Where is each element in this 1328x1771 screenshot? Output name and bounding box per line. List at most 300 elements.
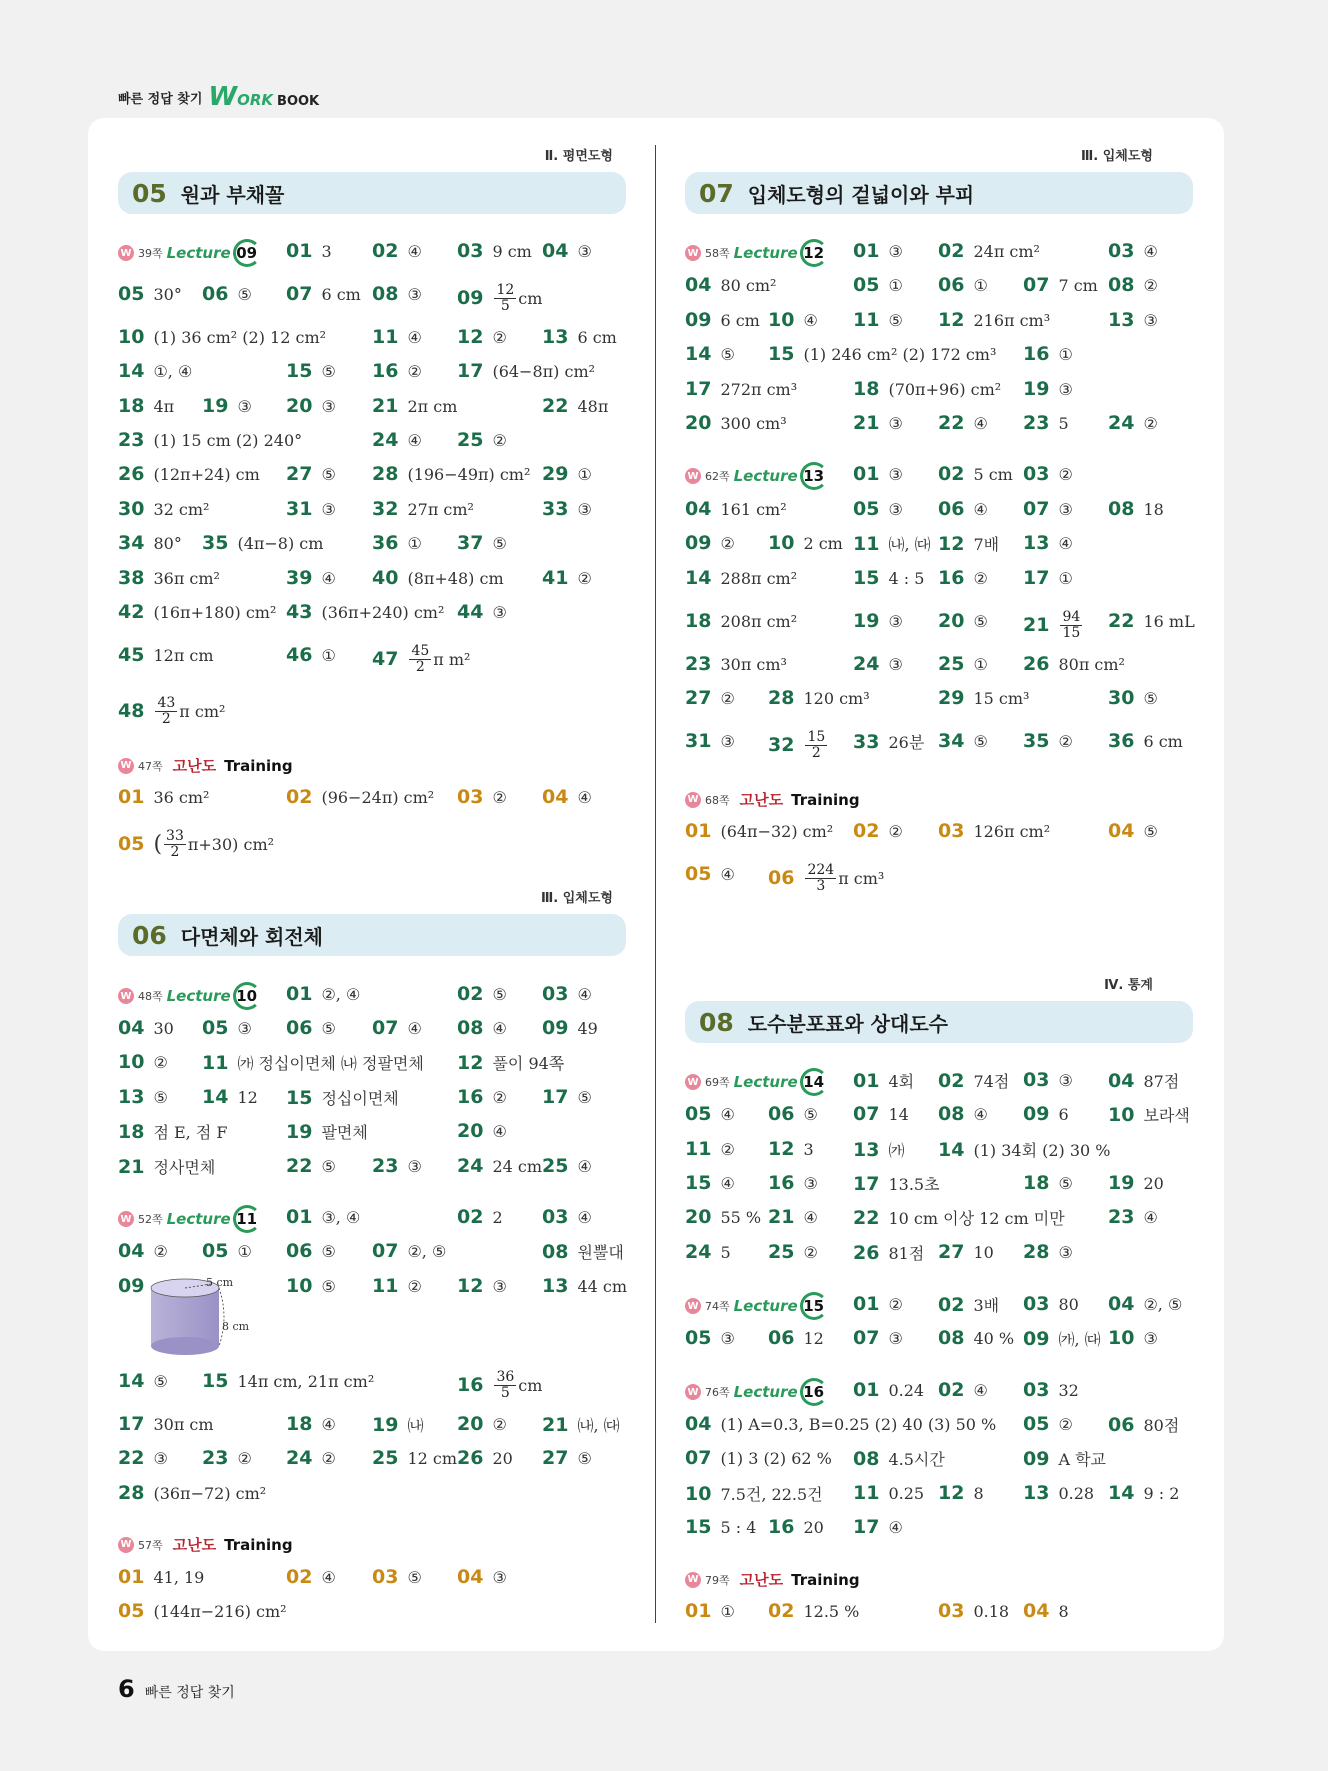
answer-value: 36 cm² [153, 787, 210, 807]
answer-number: 02 [457, 983, 484, 1005]
answer-number: 21 [768, 1206, 795, 1228]
answer-value: (36π−72) cm² [153, 1483, 267, 1503]
answer-number: 03 [542, 983, 569, 1005]
answer-number: 10 [118, 1051, 145, 1073]
answer-value: 5 [1058, 413, 1069, 433]
answer-number: 10 [768, 532, 795, 554]
answer-number: 05 [118, 1600, 145, 1622]
answer-number: 20 [457, 1120, 484, 1142]
lecture-label: Lecture [733, 244, 798, 262]
section-crumb: Ⅱ. 평면도형 [544, 149, 613, 164]
answer-value: ④ [407, 327, 422, 347]
answer-value: 10 cm 이상 12 cm 미만 [888, 1209, 1065, 1228]
answer-value: 161 cm² [720, 499, 787, 519]
answer-number: 31 [685, 730, 712, 752]
answer-value: ③ [888, 654, 903, 674]
lecture-label: Lecture [733, 1073, 798, 1091]
answer-value: (64−8π) cm² [492, 361, 596, 381]
chapter-number: 08 [699, 1007, 734, 1037]
answer-number: 12 [768, 1138, 795, 1160]
answer-value: ② [803, 1242, 818, 1262]
answer-value: ③ [888, 464, 903, 484]
answer-value: ④ [973, 499, 988, 519]
answer-value: ⑤ [321, 1276, 336, 1296]
answer-value: ② [492, 1414, 507, 1434]
answer-number: 30 [1108, 687, 1135, 709]
answer-value: (1) A=0.3, B=0.25 (2) 40 (3) 50 % [720, 1414, 997, 1434]
answer-number: 42 [118, 601, 145, 623]
answer-value: 18 [1143, 499, 1164, 519]
answer-number: 38 [118, 567, 145, 589]
answer-value: ④ [1058, 533, 1073, 553]
answer-value: ⑤ [407, 1567, 422, 1587]
answer-number: 09 [1023, 1447, 1050, 1470]
answer-value: 24 cm [492, 1156, 543, 1176]
answer-number: 17 [118, 1413, 145, 1435]
answer-value: ㈎ 정십이면체 ㈏ 정팔면체 [237, 1054, 424, 1073]
answer-value: ②, ⑤ [407, 1241, 447, 1261]
answer-number: 41 [542, 567, 569, 589]
lecture-label: Lecture [166, 244, 231, 262]
answer-value: ③ [888, 499, 903, 519]
answer-number: 09 [542, 1017, 569, 1039]
answer-number: 15 [685, 1516, 712, 1538]
answer-value: 55 % [720, 1207, 762, 1227]
answer-value: 80 [1058, 1294, 1079, 1314]
answer-value: ⑤ [803, 1104, 818, 1124]
answer-number: 13 [542, 1275, 569, 1297]
fraction-denominator: 2 [161, 710, 171, 727]
answer-value: ⑤ [577, 1448, 592, 1468]
answer-value: ④ [577, 984, 592, 1004]
answer-number: 14 [202, 1086, 229, 1108]
answer-number: 15 [853, 567, 880, 589]
training-label: Training [791, 1570, 860, 1589]
fraction-denominator: 5 [500, 297, 510, 314]
difficulty-label: 고난도 [172, 757, 217, 775]
answer-value: 13.5초 [888, 1175, 940, 1194]
fraction-numerator: 33 [166, 828, 184, 844]
answer-value: 7 cm [1058, 275, 1098, 295]
answer-number: 14 [685, 567, 712, 589]
difficulty-label: 고난도 [739, 791, 784, 809]
answer-value: 0.28 [1058, 1483, 1095, 1503]
answer-value: ② [1058, 464, 1073, 484]
answer-number: 13 [1108, 309, 1135, 331]
workbook-w-icon: W [685, 468, 701, 484]
answer-value: ② [720, 1139, 735, 1159]
training-label: Training [224, 1535, 293, 1554]
section-crumb: Ⅲ. 입체도형 [1081, 149, 1153, 164]
answer-value: (1) 246 cm² (2) 172 cm³ [803, 344, 997, 364]
tag-page: 76쪽 [705, 1386, 730, 1399]
logo-book: BOOK [277, 94, 320, 109]
answer-value: ④ [577, 787, 592, 807]
answer-number: 36 [372, 532, 399, 554]
fraction-numerator: 94 [1062, 609, 1081, 625]
answer-number: 04 [685, 498, 712, 520]
answer-value: (12π+24) cm [153, 464, 260, 484]
answer-number: 19 [286, 1120, 313, 1143]
answer-value: π cm² [179, 701, 226, 721]
lecture-number-icon: 09 [233, 239, 261, 267]
answer-value: ② [153, 1052, 168, 1072]
answer-value: ② [973, 568, 988, 588]
answer-number: 09 [685, 532, 712, 554]
answer-value: ① [720, 1601, 735, 1621]
answer-number: 20 [685, 412, 712, 434]
answer-number: 18 [118, 1120, 145, 1143]
answer-value: ② [492, 327, 507, 347]
answer-number: 10 [286, 1275, 313, 1297]
tag-page: 74쪽 [705, 1300, 730, 1313]
answer-value: 5 : 4 [720, 1517, 757, 1537]
chapter-number: 06 [132, 920, 167, 950]
answer-value: (1) 15 cm (2) 240° [153, 430, 303, 450]
answer-number: 25 [542, 1155, 569, 1177]
answer-number: 01 [286, 983, 313, 1005]
answer-value: ③ [321, 396, 336, 416]
answer-number: 15 [685, 1172, 712, 1194]
answer-value: ⑤ [577, 1087, 592, 1107]
answer-number: 27 [938, 1241, 965, 1263]
answer-number: 26 [1023, 653, 1050, 675]
answer-number: 02 [286, 786, 313, 808]
cylinder-radius-label: 5 cm [206, 1276, 234, 1289]
chapter-title: 입체도형의 겉넓이와 부피 [747, 182, 975, 207]
answer-number: 04 [685, 1413, 712, 1435]
answer-number: 05 [118, 833, 145, 856]
answer-number: 28 [118, 1482, 145, 1504]
answer-value: ⑤ [237, 284, 252, 304]
answer-value: ④ [803, 1207, 818, 1227]
answer-number: 04 [118, 1240, 145, 1262]
answer-value: (96−24π) cm² [321, 787, 435, 807]
cylinder-bottom [151, 1337, 219, 1355]
answer-value: ④ [1143, 1207, 1158, 1227]
answer-number: 03 [938, 1600, 965, 1622]
answer-number: 24 [685, 1241, 712, 1263]
answer-value: ⑤ [492, 984, 507, 1004]
answer-value: (1) 3 (2) 62 % [720, 1448, 832, 1468]
answer-value: 74점 [973, 1072, 1010, 1091]
answer-value: ④ [720, 864, 735, 884]
answer-number: 25 [457, 429, 484, 451]
answer-value: ③ [720, 731, 735, 751]
answer-number: 05 [202, 1240, 229, 1262]
answer-value: π m² [433, 649, 471, 669]
answer-value: ㈎ [888, 1141, 905, 1160]
answer-value: 12π cm [153, 645, 214, 665]
answer-number: 01 [853, 1069, 880, 1092]
answer-number: 03 [372, 1566, 399, 1588]
answer-number: 08 [1108, 274, 1135, 296]
answer-number: 14 [938, 1138, 965, 1161]
answer-value: ① [973, 654, 988, 674]
answer-number: 28 [768, 687, 795, 709]
fraction-numerator: 224 [807, 862, 835, 878]
lecture-number-icon: 14 [800, 1068, 828, 1096]
answer-value: 20 [492, 1448, 513, 1468]
answer-number: 22 [938, 412, 965, 434]
answer-value: (196−49π) cm² [407, 464, 531, 484]
answer-number: 17 [853, 1516, 880, 1538]
lecture-label: Lecture [166, 987, 231, 1005]
answer-value: 12 [803, 1328, 824, 1348]
tag-page: 68쪽 [705, 793, 730, 807]
answer-value: ③ [720, 1328, 735, 1348]
answer-number: 04 [1023, 1600, 1050, 1622]
answer-number: 03 [938, 820, 965, 842]
answer-value: ③ [492, 602, 507, 622]
answer-number: 47 [372, 648, 399, 671]
answer-value: ⑤ [888, 310, 903, 330]
answer-value: ④ [720, 1104, 735, 1124]
answer-number: 08 [457, 1017, 484, 1039]
difficulty-label: 고난도 [739, 1571, 784, 1589]
answer-number: 05 [685, 1103, 712, 1125]
answer-number: 27 [685, 687, 712, 709]
answer-number: 03 [542, 1206, 569, 1228]
answer-value: 26분 [888, 733, 925, 752]
answer-value: ② [407, 1276, 422, 1296]
answer-value: ④ [888, 1517, 903, 1537]
answer-value: ② [492, 1087, 507, 1107]
answer-number: 30 [118, 498, 145, 520]
answer-number: 23 [202, 1447, 229, 1469]
answer-number: 08 [1108, 498, 1135, 520]
answer-number: 11 [372, 326, 399, 348]
answer-number: 04 [457, 1566, 484, 1588]
answer-number: 17 [1023, 567, 1050, 589]
answer-value: ② [237, 1448, 252, 1468]
answer-value: ④ [577, 1156, 592, 1176]
answer-number: 02 [938, 1069, 965, 1092]
answer-value: 80π cm² [1058, 654, 1125, 674]
answer-value: ③ [407, 284, 422, 304]
lecture-label: Lecture [733, 1383, 798, 1401]
answer-number: 01 [286, 1206, 313, 1228]
answer-value: 6 cm [720, 310, 760, 330]
answer-prefix: ( [153, 831, 163, 857]
answer-value: ④ [407, 430, 422, 450]
answer-value: ③ [577, 241, 592, 261]
answer-number: 20 [938, 610, 965, 632]
answer-value: 0.25 [888, 1483, 925, 1503]
fraction-numerator: 45 [411, 643, 430, 659]
answer-value: ② [153, 1241, 168, 1261]
lecture-number-icon: 16 [800, 1378, 828, 1406]
answer-number: 11 [372, 1275, 399, 1297]
answer-value: (4π−8) cm [237, 533, 324, 553]
answer-value: 30π cm³ [720, 654, 787, 674]
answer-number: 14 [118, 1370, 145, 1392]
answer-value: 81점 [888, 1244, 925, 1263]
answer-value: (70π+96) cm² [888, 379, 1002, 399]
answer-value: 7배 [973, 535, 1000, 554]
answer-value: 8 [1058, 1601, 1069, 1621]
answer-value: A 학교 [1058, 1450, 1107, 1469]
tag-page: 62쪽 [705, 470, 730, 483]
answer-number: 23 [1023, 412, 1050, 434]
answer-number: 14 [685, 343, 712, 365]
answer-number: 22 [1108, 610, 1135, 632]
answer-value: 점 E, 점 F [153, 1123, 228, 1142]
answer-number: 19 [853, 610, 880, 632]
answer-value: ② [888, 821, 903, 841]
answer-value: (16π+180) cm² [153, 602, 277, 622]
answer-number: 06 [1108, 1413, 1135, 1436]
answer-number: 27 [542, 1447, 569, 1469]
answer-value: 36π cm² [153, 568, 220, 588]
answer-value: 80° [153, 533, 182, 553]
answer-value: 4.5시간 [888, 1450, 945, 1469]
workbook-w-icon: W [685, 1384, 701, 1400]
answer-number: 07 [1023, 274, 1050, 296]
answer-value: 126π cm² [973, 821, 1051, 841]
answer-number: 02 [853, 820, 880, 842]
answer-number: 23 [118, 429, 145, 451]
answer-number: 33 [542, 498, 569, 520]
answer-number: 11 [685, 1138, 712, 1160]
answer-value: 80 cm² [720, 275, 777, 295]
answer-value: 정십이면체 [321, 1089, 399, 1108]
fraction-denominator: 5 [500, 1384, 510, 1401]
answer-number: 04 [685, 274, 712, 296]
fraction-denominator: 15 [1062, 624, 1081, 641]
answer-value: ③ [492, 1276, 507, 1296]
answer-value: ⑤ [321, 361, 336, 381]
answer-number: 07 [853, 1103, 880, 1125]
answer-number: 13 [118, 1086, 145, 1108]
answer-number: 32 [768, 734, 795, 757]
answer-number: 05 [685, 863, 712, 885]
answer-number: 21 [1023, 614, 1050, 637]
answer-value: ④ [407, 241, 422, 261]
answer-number: 07 [685, 1447, 712, 1469]
answer-value: 팔면체 [321, 1123, 368, 1142]
section-crumb: Ⅳ. 통계 [1104, 978, 1153, 993]
answer-value: ⑤ [492, 533, 507, 553]
answer-value: ② [321, 1448, 336, 1468]
lecture-label: Lecture [166, 1210, 231, 1228]
answer-value: (64π−32) cm² [720, 821, 834, 841]
answer-value: 30π cm [153, 1414, 214, 1434]
answer-value: ② [1143, 413, 1158, 433]
answer-number: 11 [202, 1051, 229, 1074]
answer-number: 16 [768, 1172, 795, 1194]
answer-value: 32 [1058, 1380, 1079, 1400]
answer-value: ②, ⑤ [1143, 1294, 1183, 1314]
workbook-w-icon: W [118, 1537, 134, 1553]
answer-number: 01 [853, 1293, 880, 1315]
answer-number: 24 [853, 653, 880, 675]
fraction-denominator: 3 [816, 877, 826, 894]
answer-value: 4π [153, 396, 175, 416]
answer-value: ④ [321, 1414, 336, 1434]
answer-number: 21 [118, 1155, 145, 1178]
answer-value: 2 cm [803, 533, 843, 553]
answer-value: π+30) cm² [187, 834, 275, 854]
answer-value: ③ [1058, 1070, 1073, 1090]
answer-number: 18 [685, 610, 712, 632]
answer-value: 3 [321, 241, 332, 261]
answer-number: 01 [853, 240, 880, 262]
chapter-number: 05 [132, 178, 167, 208]
answer-value: ①, ④ [153, 361, 193, 381]
fraction-denominator: 2 [415, 658, 425, 675]
answer-value: ⑤ [321, 1018, 336, 1038]
chapter-title: 다면체와 회전체 [180, 924, 323, 949]
answer-number: 40 [372, 567, 399, 589]
answer-value: 15 cm³ [973, 688, 1030, 708]
answer-value: 12 cm [407, 1448, 458, 1468]
answer-value: ③ [237, 1018, 252, 1038]
workbook-w-icon: W [685, 792, 701, 808]
tag-page: 69쪽 [705, 1076, 730, 1089]
answer-value: 풀이 94쪽 [492, 1054, 565, 1073]
answer-value: 40 % [973, 1328, 1015, 1348]
answer-value: 10 [973, 1242, 994, 1262]
answer-number: 06 [768, 1103, 795, 1125]
answer-value: ⑤ [321, 1156, 336, 1176]
answer-number: 03 [1108, 240, 1135, 262]
lecture-number-icon: 15 [800, 1292, 828, 1320]
answer-number: 03 [1023, 463, 1050, 485]
answer-number: 10 [1108, 1327, 1135, 1349]
column-divider [655, 145, 656, 1623]
answer-value: ④ [803, 310, 818, 330]
answer-number: 29 [938, 687, 965, 709]
workbook-w-icon: W [118, 245, 134, 261]
answer-number: 11 [853, 309, 880, 331]
answer-number: 21 [853, 412, 880, 434]
answer-number: 04 [542, 786, 569, 808]
answer-value: ① [407, 533, 422, 553]
fraction-numerator: 12 [496, 282, 515, 298]
answer-value: cm [518, 1375, 543, 1395]
workbook-w-icon: W [685, 1074, 701, 1090]
training-label: Training [791, 790, 860, 809]
answer-value: π cm³ [838, 868, 885, 888]
answer-number: 17 [685, 378, 712, 400]
answer-value: ③ [577, 499, 592, 519]
lecture-number-icon: 10 [233, 982, 261, 1010]
answer-number: 16 [457, 1374, 484, 1397]
answer-number: 02 [938, 463, 965, 485]
answer-value: 24π cm² [973, 241, 1040, 261]
answer-number: 22 [286, 1155, 313, 1177]
answer-number: 26 [118, 463, 145, 485]
answer-value: ⑤ [321, 464, 336, 484]
answer-number: 06 [938, 498, 965, 520]
answer-number: 18 [118, 395, 145, 417]
answer-value: 2π cm [407, 396, 458, 416]
answer-number: 21 [542, 1413, 569, 1436]
answer-value: ② [888, 1294, 903, 1314]
answer-value: ④ [492, 1018, 507, 1038]
answer-value: 9 cm [492, 241, 532, 261]
answer-number: 33 [853, 730, 880, 753]
answer-value: ⑤ [973, 731, 988, 751]
answer-number: 17 [542, 1086, 569, 1108]
answer-number: 18 [1023, 1172, 1050, 1194]
answer-value: ③ [1143, 310, 1158, 330]
answer-value: 80점 [1143, 1416, 1180, 1435]
answer-value: ④ [720, 1173, 735, 1193]
answer-value: ② [720, 688, 735, 708]
answer-value: 보라색 [1143, 1106, 1190, 1125]
